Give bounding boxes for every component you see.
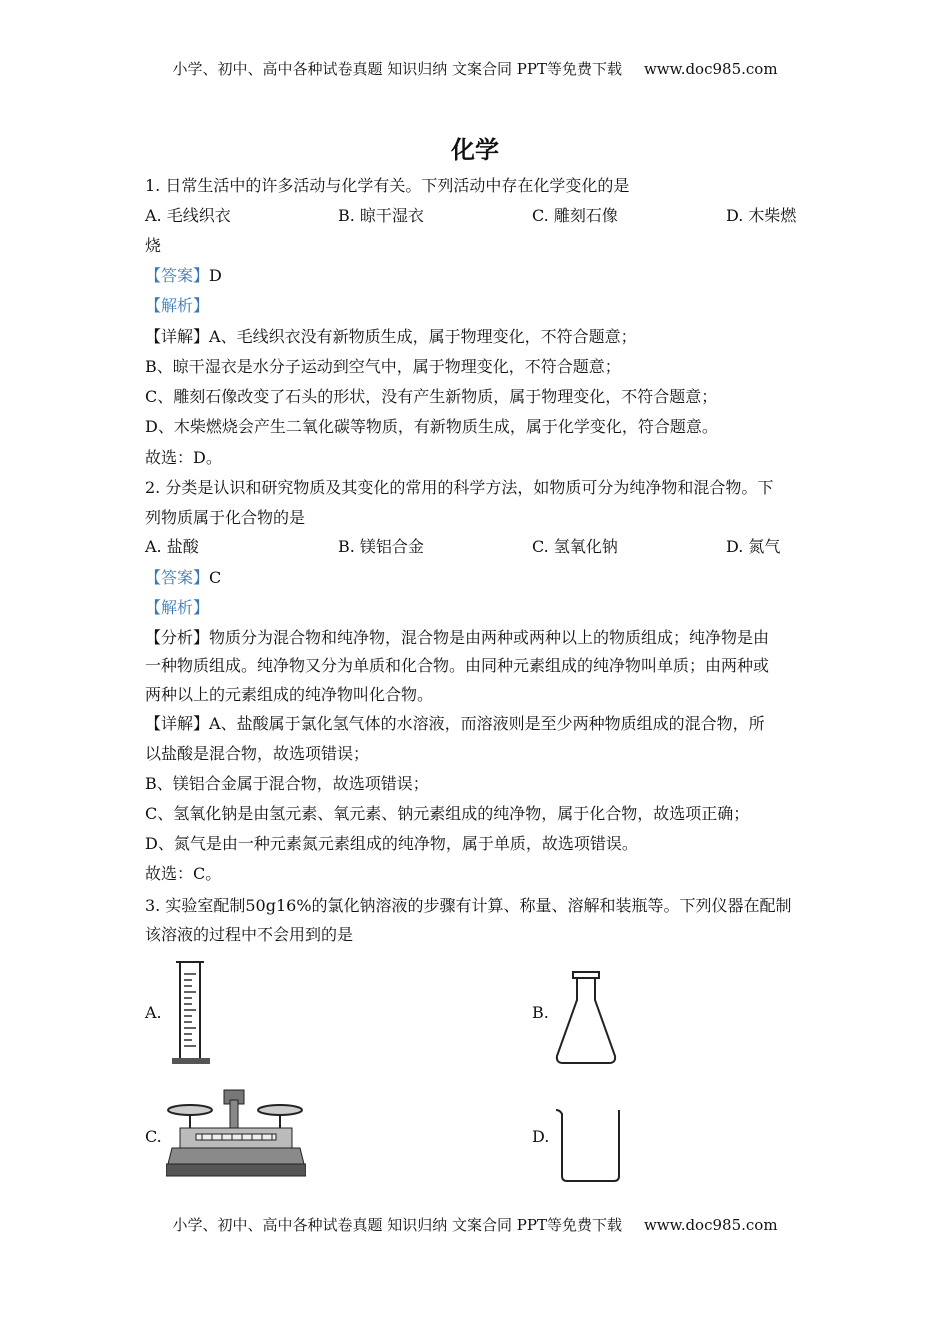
conical-flask-image <box>553 970 619 1066</box>
q2-detail-a1 <box>145 714 810 734</box>
q2-detail-a2: 以盐酸是混合物，故选项错误； <box>145 744 370 763</box>
q2-option-a: A. 盐酸 <box>145 537 199 556</box>
q1-detail-b: B、晾干湿衣是水分子运动到空气中，属于物理变化，不符合题意； <box>145 357 621 376</box>
q3-option-b-label: B. <box>532 1003 549 1022</box>
q1-option-wrap: 烧 <box>145 236 162 255</box>
footer-site[interactable]: www.doc985.com <box>643 1216 778 1234</box>
q2-detail-a1-text: A、盐酸属于氯化氢气体的水溶液，而溶液则是至少两种物质组成的混合物，所 <box>209 714 765 733</box>
q3-option-c-label: C. <box>145 1127 162 1146</box>
header-site[interactable]: www.doc985.com <box>643 60 778 78</box>
q3-option-a-label: A. <box>145 1003 162 1022</box>
q1-detail-a-text: A、毛线织衣没有新物质生成，属于物理变化，不符合题意； <box>209 327 637 346</box>
q2-stem-1: 2. 分类是认识和研究物质及其变化的常用的科学方法，如物质可分为纯净物和混合物。下 <box>145 478 774 497</box>
q1-detail-d: D、木柴燃烧会产生二氧化碳等物质，有新物质生成，属于化学变化，符合题意。 <box>145 417 718 436</box>
q1-conclusion: 故选：D。 <box>145 448 222 467</box>
graduated-cylinder-image <box>170 960 220 1066</box>
q3-stem-2: 该溶液的过程中不会用到的是 <box>145 925 354 944</box>
answer-tag: 【答案】 <box>145 266 210 285</box>
q2-analysis-tag <box>145 598 810 618</box>
answer-tag: 【答案】 <box>145 568 210 587</box>
q2-analysis-3: 两种以上的元素组成的纯净物叫化合物。 <box>145 685 434 704</box>
page-footer <box>0 1214 950 1235</box>
q2-detail-b: B、镁铝合金属于混合物，故选项错误； <box>145 774 429 793</box>
q1-option-b: B. 晾干湿衣 <box>338 206 424 225</box>
beaker-image <box>552 1106 624 1184</box>
page-title: 化学 <box>451 136 499 164</box>
q2-stem-2: 列物质属于化合物的是 <box>145 508 306 527</box>
q2-conclusion: 故选：C。 <box>145 864 222 883</box>
q1-option-c: C. 雕刻石像 <box>532 206 618 225</box>
detail-tag: 【详解】 <box>145 327 210 346</box>
q1-answer-value: D <box>209 266 222 285</box>
q1-analysis-tag <box>145 296 810 316</box>
analysis-tag: 【解析】 <box>145 598 210 617</box>
q1-option-a: A. 毛线织衣 <box>145 206 231 225</box>
q1-answer <box>145 266 810 286</box>
detail-tag: 【详解】 <box>145 714 210 733</box>
q2-option-d: D. 氮气 <box>726 537 781 556</box>
balance-image <box>166 1086 306 1182</box>
analysis-tag: 【解析】 <box>145 296 210 315</box>
q2-option-b: B. 镁铝合金 <box>338 537 424 556</box>
fenxi-tag: 【分析】 <box>145 628 210 647</box>
q2-analysis-1 <box>145 628 810 648</box>
footer-text: 小学、初中、高中各种试卷真题 知识归纳 文案合同 PPT等免费下载 <box>172 1216 622 1234</box>
q1-detail-c: C、雕刻石像改变了石头的形状，没有产生新物质，属于物理变化，不符合题意； <box>145 387 718 406</box>
q2-answer <box>145 568 810 588</box>
q1-detail-a <box>145 327 810 347</box>
q3-option-d-label: D. <box>532 1127 550 1146</box>
q2-answer-value: C <box>209 568 222 587</box>
q2-analysis-1-text: 物质分为混合物和纯净物，混合物是由两种或两种以上的物质组成；纯净物是由 <box>209 628 770 647</box>
q1-stem: 1. 日常生活中的许多活动与化学有关。下列活动中存在化学变化的是 <box>145 176 630 195</box>
q3-stem-1: 3. 实验室配制50g16%的氯化钠溶液的步骤有计算、称量、溶解和装瓶等。下列仪器在配制 <box>145 896 792 915</box>
q2-detail-d: D、氮气是由一种元素氮元素组成的纯净物，属于单质，故选项错误。 <box>145 834 638 853</box>
q2-option-c: C. 氢氧化钠 <box>532 537 618 556</box>
q2-analysis-2: 一种物质组成。纯净物又分为单质和化合物。由同种元素组成的纯净物叫单质；由两种或 <box>145 656 770 675</box>
q2-detail-c: C、氢氧化钠是由氢元素、氧元素、钠元素组成的纯净物，属于化合物，故选项正确； <box>145 804 750 823</box>
header-text: 小学、初中、高中各种试卷真题 知识归纳 文案合同 PPT等免费下载 <box>172 60 622 78</box>
page-header <box>0 58 950 79</box>
q1-option-d: D. 木柴燃 <box>726 206 797 225</box>
